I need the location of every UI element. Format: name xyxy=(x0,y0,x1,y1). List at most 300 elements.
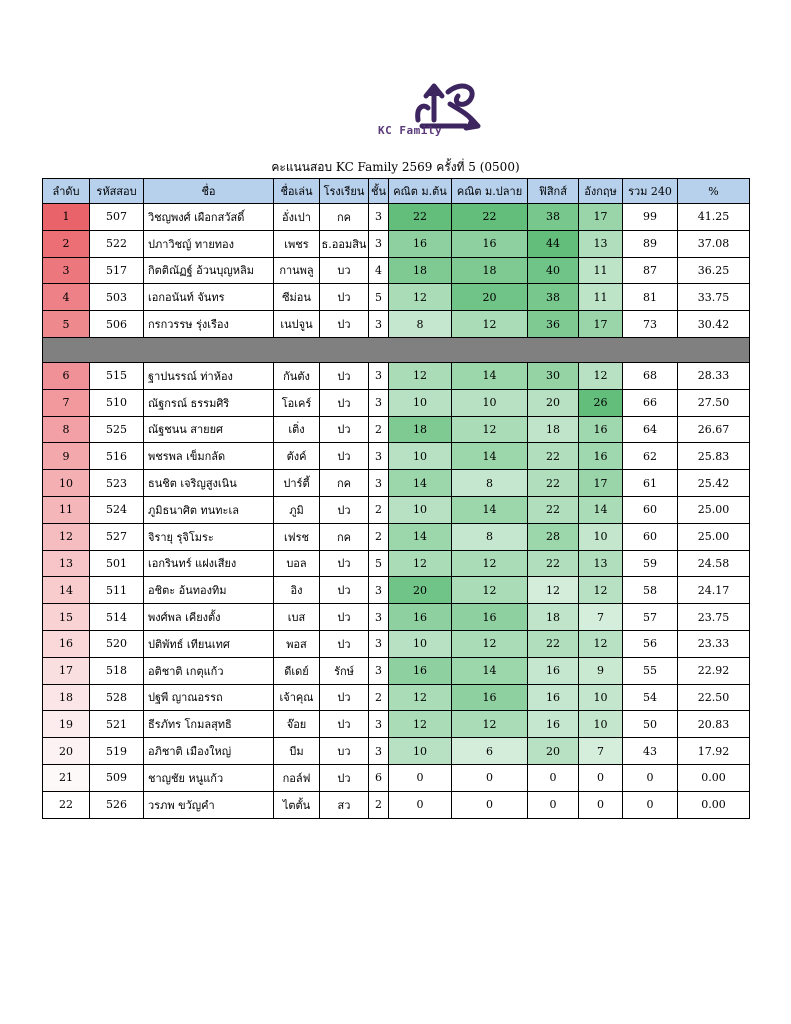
col-id-cell: 503 xyxy=(90,284,144,311)
col-english-cell: 26 xyxy=(579,389,623,416)
col-english-cell: 10 xyxy=(579,711,623,738)
col-english-cell: 7 xyxy=(579,604,623,631)
col-math-upper-cell: 16 xyxy=(452,684,528,711)
col-school-cell: ปว xyxy=(320,550,369,577)
col-nickname-cell: ไตตั้น xyxy=(274,791,320,818)
table-row xyxy=(43,284,750,311)
col-grade-cell: 3 xyxy=(369,230,389,257)
table-row xyxy=(43,311,750,338)
col-name-cell: ณัฐกรณ์ ธรรมศิริ xyxy=(144,389,274,416)
col-math-upper-cell: 14 xyxy=(452,443,528,470)
col-total-cell: 58 xyxy=(623,577,678,604)
col-grade-cell: 4 xyxy=(369,257,389,284)
col-physics-cell: 22 xyxy=(528,443,579,470)
header-col-rank: ลำดับ xyxy=(43,179,90,204)
col-percent-cell: 26.67 xyxy=(678,416,750,443)
header-col-total: รวม 240 xyxy=(623,179,678,204)
col-math-lower-cell: 16 xyxy=(389,230,452,257)
col-total-cell: 59 xyxy=(623,550,678,577)
col-nickname-cell: บอล xyxy=(274,550,320,577)
col-school-cell: กค xyxy=(320,204,369,231)
col-physics-cell: 20 xyxy=(528,389,579,416)
col-total-cell: 0 xyxy=(623,764,678,791)
col-school-cell: กค xyxy=(320,470,369,497)
col-math-lower-cell: 0 xyxy=(389,791,452,818)
col-school-cell: ปว xyxy=(320,362,369,389)
col-grade-cell: 3 xyxy=(369,204,389,231)
col-physics-cell: 36 xyxy=(528,311,579,338)
col-physics-cell: 16 xyxy=(528,711,579,738)
col-physics-cell: 18 xyxy=(528,416,579,443)
col-english-cell: 17 xyxy=(579,311,623,338)
col-nickname-cell: อิง xyxy=(274,577,320,604)
col-nickname-cell: เจ้าคุณ xyxy=(274,684,320,711)
col-percent-cell: 20.83 xyxy=(678,711,750,738)
col-total-cell: 43 xyxy=(623,738,678,765)
col-name-cell: ฐาปนรรณ์ ท่าห้อง xyxy=(144,362,274,389)
col-grade-cell: 3 xyxy=(369,362,389,389)
col-nickname-cell: พอส xyxy=(274,630,320,657)
col-total-cell: 61 xyxy=(623,470,678,497)
col-total-cell: 54 xyxy=(623,684,678,711)
col-math-upper-cell: 10 xyxy=(452,389,528,416)
col-school-cell: ธ.ออมสิน xyxy=(320,230,369,257)
col-rank-cell: 5 xyxy=(43,311,90,338)
col-id-cell: 521 xyxy=(90,711,144,738)
col-english-cell: 7 xyxy=(579,738,623,765)
col-id-cell: 523 xyxy=(90,470,144,497)
col-rank-cell: 3 xyxy=(43,257,90,284)
col-school-cell: บว xyxy=(320,257,369,284)
col-english-cell: 0 xyxy=(579,791,623,818)
col-school-cell: ปว xyxy=(320,443,369,470)
col-name-cell: จิรายุ รุจิโมระ xyxy=(144,523,274,550)
col-percent-cell: 0.00 xyxy=(678,791,750,818)
col-math-lower-cell: 22 xyxy=(389,204,452,231)
col-rank-cell: 19 xyxy=(43,711,90,738)
col-grade-cell: 5 xyxy=(369,284,389,311)
col-english-cell: 17 xyxy=(579,470,623,497)
col-math-upper-cell: 12 xyxy=(452,550,528,577)
col-id-cell: 509 xyxy=(90,764,144,791)
table-row xyxy=(43,577,750,604)
col-name-cell: วิชญพงศ์ เผือกสวัสดิ์ xyxy=(144,204,274,231)
col-math-upper-cell: 16 xyxy=(452,604,528,631)
col-percent-cell: 33.75 xyxy=(678,284,750,311)
col-percent-cell: 24.17 xyxy=(678,577,750,604)
col-math-upper-cell: 14 xyxy=(452,362,528,389)
col-math-lower-cell: 18 xyxy=(389,257,452,284)
col-physics-cell: 12 xyxy=(528,577,579,604)
table-row xyxy=(43,657,750,684)
col-math-upper-cell: 12 xyxy=(452,630,528,657)
col-total-cell: 60 xyxy=(623,523,678,550)
col-math-upper-cell: 14 xyxy=(452,496,528,523)
table-row xyxy=(43,204,750,231)
col-id-cell: 516 xyxy=(90,443,144,470)
col-math-lower-cell: 10 xyxy=(389,389,452,416)
table-row xyxy=(43,791,750,818)
col-math-upper-cell: 16 xyxy=(452,230,528,257)
col-percent-cell: 41.25 xyxy=(678,204,750,231)
header-col-school: โรงเรียน xyxy=(320,179,369,204)
col-id-cell: 515 xyxy=(90,362,144,389)
col-rank-cell: 13 xyxy=(43,550,90,577)
table-row xyxy=(43,630,750,657)
col-percent-cell: 25.00 xyxy=(678,523,750,550)
col-nickname-cell: เพชร xyxy=(274,230,320,257)
col-physics-cell: 38 xyxy=(528,284,579,311)
col-nickname-cell: กานพลู xyxy=(274,257,320,284)
col-nickname-cell: อั่งเปา xyxy=(274,204,320,231)
col-rank-cell: 10 xyxy=(43,470,90,497)
col-nickname-cell: ปาร์ตี้ xyxy=(274,470,320,497)
col-english-cell: 12 xyxy=(579,577,623,604)
col-school-cell: ปว xyxy=(320,764,369,791)
header-col-english: อังกฤษ xyxy=(579,179,623,204)
col-math-lower-cell: 14 xyxy=(389,470,452,497)
table-body xyxy=(43,204,750,819)
table-row xyxy=(43,523,750,550)
header-col-percent: % xyxy=(678,179,750,204)
header-col-math-lower: คณิต ม.ต้น xyxy=(389,179,452,204)
col-math-upper-cell: 12 xyxy=(452,311,528,338)
col-percent-cell: 27.50 xyxy=(678,389,750,416)
col-percent-cell: 37.08 xyxy=(678,230,750,257)
col-school-cell: ปว xyxy=(320,604,369,631)
col-physics-cell: 16 xyxy=(528,684,579,711)
col-english-cell: 16 xyxy=(579,416,623,443)
col-english-cell: 16 xyxy=(579,443,623,470)
col-id-cell: 511 xyxy=(90,577,144,604)
header-col-physics: ฟิสิกส์ xyxy=(528,179,579,204)
col-rank-cell: 17 xyxy=(43,657,90,684)
col-percent-cell: 22.50 xyxy=(678,684,750,711)
col-nickname-cell: กอล์ฟ xyxy=(274,764,320,791)
col-total-cell: 56 xyxy=(623,630,678,657)
col-rank-cell: 18 xyxy=(43,684,90,711)
col-grade-cell: 3 xyxy=(369,604,389,631)
col-math-upper-cell: 22 xyxy=(452,204,528,231)
col-percent-cell: 36.25 xyxy=(678,257,750,284)
col-school-cell: ปว xyxy=(320,389,369,416)
col-name-cell: ภูมิธนาศิต ทนทะเล xyxy=(144,496,274,523)
col-name-cell: เอกรินทร์ แฝงเสียง xyxy=(144,550,274,577)
col-total-cell: 81 xyxy=(623,284,678,311)
col-english-cell: 12 xyxy=(579,630,623,657)
col-grade-cell: 2 xyxy=(369,684,389,711)
col-math-lower-cell: 12 xyxy=(389,550,452,577)
col-english-cell: 11 xyxy=(579,284,623,311)
col-math-lower-cell: 12 xyxy=(389,284,452,311)
col-name-cell: อภิชาติ เมืองใหญ่ xyxy=(144,738,274,765)
table-row xyxy=(43,470,750,497)
col-id-cell: 506 xyxy=(90,311,144,338)
col-nickname-cell: ดีเดย์ xyxy=(274,657,320,684)
score-table xyxy=(42,178,750,819)
col-math-lower-cell: 20 xyxy=(389,577,452,604)
col-english-cell: 9 xyxy=(579,657,623,684)
col-school-cell: บว xyxy=(320,738,369,765)
table-row xyxy=(43,764,750,791)
col-grade-cell: 2 xyxy=(369,791,389,818)
col-physics-cell: 38 xyxy=(528,204,579,231)
col-percent-cell: 28.33 xyxy=(678,362,750,389)
logo-text: KC Family xyxy=(378,124,443,137)
col-total-cell: 60 xyxy=(623,496,678,523)
col-school-cell: ปว xyxy=(320,284,369,311)
col-id-cell: 518 xyxy=(90,657,144,684)
col-rank-cell: 2 xyxy=(43,230,90,257)
col-name-cell: เอกอนันท์ จันทร xyxy=(144,284,274,311)
col-percent-cell: 23.75 xyxy=(678,604,750,631)
col-school-cell: ปว xyxy=(320,684,369,711)
col-grade-cell: 6 xyxy=(369,764,389,791)
col-math-lower-cell: 16 xyxy=(389,604,452,631)
table-header xyxy=(43,179,750,204)
col-percent-cell: 25.00 xyxy=(678,496,750,523)
col-grade-cell: 3 xyxy=(369,738,389,765)
col-english-cell: 17 xyxy=(579,204,623,231)
col-total-cell: 62 xyxy=(623,443,678,470)
col-total-cell: 64 xyxy=(623,416,678,443)
col-id-cell: 520 xyxy=(90,630,144,657)
table-row xyxy=(43,684,750,711)
col-english-cell: 10 xyxy=(579,523,623,550)
col-english-cell: 12 xyxy=(579,362,623,389)
col-id-cell: 525 xyxy=(90,416,144,443)
col-math-upper-cell: 18 xyxy=(452,257,528,284)
col-total-cell: 89 xyxy=(623,230,678,257)
table-row xyxy=(43,443,750,470)
kc-family-logo xyxy=(366,74,494,144)
col-math-upper-cell: 0 xyxy=(452,764,528,791)
col-math-lower-cell: 8 xyxy=(389,311,452,338)
col-rank-cell: 9 xyxy=(43,443,90,470)
col-grade-cell: 3 xyxy=(369,630,389,657)
col-name-cell: ปฐพี ญาณอรรถ xyxy=(144,684,274,711)
col-name-cell: ธนชิต เจริญสูงเนิน xyxy=(144,470,274,497)
col-id-cell: 528 xyxy=(90,684,144,711)
col-id-cell: 524 xyxy=(90,496,144,523)
col-school-cell: ปว xyxy=(320,416,369,443)
col-rank-cell: 14 xyxy=(43,577,90,604)
col-rank-cell: 12 xyxy=(43,523,90,550)
col-rank-cell: 11 xyxy=(43,496,90,523)
col-physics-cell: 22 xyxy=(528,496,579,523)
col-physics-cell: 16 xyxy=(528,657,579,684)
col-name-cell: ณัฐชนน สายยศ xyxy=(144,416,274,443)
col-math-upper-cell: 6 xyxy=(452,738,528,765)
col-name-cell: วรภพ ขวัญคำ xyxy=(144,791,274,818)
col-nickname-cell: กันตัง xyxy=(274,362,320,389)
col-rank-cell: 21 xyxy=(43,764,90,791)
separator-row xyxy=(43,337,750,362)
header-col-math-upper: คณิต ม.ปลาย xyxy=(452,179,528,204)
col-total-cell: 99 xyxy=(623,204,678,231)
col-english-cell: 13 xyxy=(579,550,623,577)
col-grade-cell: 3 xyxy=(369,470,389,497)
col-school-cell: ปว xyxy=(320,577,369,604)
col-english-cell: 0 xyxy=(579,764,623,791)
col-math-upper-cell: 14 xyxy=(452,657,528,684)
col-id-cell: 510 xyxy=(90,389,144,416)
col-physics-cell: 22 xyxy=(528,470,579,497)
col-nickname-cell: เฟรช xyxy=(274,523,320,550)
col-school-cell: กค xyxy=(320,523,369,550)
col-physics-cell: 20 xyxy=(528,738,579,765)
col-rank-cell: 20 xyxy=(43,738,90,765)
col-math-upper-cell: 12 xyxy=(452,416,528,443)
col-math-lower-cell: 18 xyxy=(389,416,452,443)
col-math-upper-cell: 8 xyxy=(452,470,528,497)
col-school-cell: สว xyxy=(320,791,369,818)
col-grade-cell: 3 xyxy=(369,577,389,604)
header-col-name: ชื่อ xyxy=(144,179,274,204)
col-rank-cell: 1 xyxy=(43,204,90,231)
col-math-lower-cell: 10 xyxy=(389,496,452,523)
col-nickname-cell: จ๊อย xyxy=(274,711,320,738)
col-id-cell: 514 xyxy=(90,604,144,631)
col-grade-cell: 2 xyxy=(369,496,389,523)
col-name-cell: อชิตะ อ้นทองทิม xyxy=(144,577,274,604)
col-name-cell: พชรพล เข็มกลัด xyxy=(144,443,274,470)
col-grade-cell: 3 xyxy=(369,711,389,738)
col-math-upper-cell: 12 xyxy=(452,577,528,604)
col-rank-cell: 4 xyxy=(43,284,90,311)
col-math-lower-cell: 12 xyxy=(389,684,452,711)
col-math-lower-cell: 10 xyxy=(389,738,452,765)
col-nickname-cell: ซีม่อน xyxy=(274,284,320,311)
col-percent-cell: 17.92 xyxy=(678,738,750,765)
col-total-cell: 87 xyxy=(623,257,678,284)
col-id-cell: 517 xyxy=(90,257,144,284)
col-physics-cell: 30 xyxy=(528,362,579,389)
table-row xyxy=(43,550,750,577)
col-rank-cell: 7 xyxy=(43,389,90,416)
col-percent-cell: 30.42 xyxy=(678,311,750,338)
col-id-cell: 522 xyxy=(90,230,144,257)
col-math-upper-cell: 0 xyxy=(452,791,528,818)
col-rank-cell: 22 xyxy=(43,791,90,818)
col-name-cell: ธีรภัทร โกมลสุทธิ xyxy=(144,711,274,738)
table-row xyxy=(43,738,750,765)
col-id-cell: 527 xyxy=(90,523,144,550)
col-nickname-cell: เบส xyxy=(274,604,320,631)
table-row xyxy=(43,711,750,738)
table-row xyxy=(43,604,750,631)
col-physics-cell: 22 xyxy=(528,630,579,657)
col-total-cell: 0 xyxy=(623,791,678,818)
col-grade-cell: 3 xyxy=(369,311,389,338)
col-physics-cell: 40 xyxy=(528,257,579,284)
col-total-cell: 57 xyxy=(623,604,678,631)
header-col-grade: ชั้น xyxy=(369,179,389,204)
col-grade-cell: 3 xyxy=(369,443,389,470)
separator-cell xyxy=(43,337,750,362)
col-english-cell: 14 xyxy=(579,496,623,523)
table-row xyxy=(43,416,750,443)
col-grade-cell: 2 xyxy=(369,523,389,550)
col-nickname-cell: บีม xyxy=(274,738,320,765)
col-english-cell: 11 xyxy=(579,257,623,284)
col-math-upper-cell: 12 xyxy=(452,711,528,738)
col-percent-cell: 0.00 xyxy=(678,764,750,791)
col-name-cell: ชาญชัย หนูแก้ว xyxy=(144,764,274,791)
col-name-cell: อติชาติ เกตุแก้ว xyxy=(144,657,274,684)
col-total-cell: 55 xyxy=(623,657,678,684)
col-total-cell: 73 xyxy=(623,311,678,338)
col-nickname-cell: เนปจูน xyxy=(274,311,320,338)
table-row xyxy=(43,257,750,284)
col-school-cell: รักษ์ xyxy=(320,657,369,684)
col-total-cell: 50 xyxy=(623,711,678,738)
col-physics-cell: 0 xyxy=(528,791,579,818)
col-math-lower-cell: 10 xyxy=(389,630,452,657)
col-percent-cell: 25.42 xyxy=(678,470,750,497)
header-col-id: รหัสสอบ xyxy=(90,179,144,204)
col-english-cell: 10 xyxy=(579,684,623,711)
col-math-upper-cell: 8 xyxy=(452,523,528,550)
col-school-cell: ปว xyxy=(320,711,369,738)
col-rank-cell: 8 xyxy=(43,416,90,443)
col-name-cell: พงศ์พล เคียงตั้ง xyxy=(144,604,274,631)
col-id-cell: 501 xyxy=(90,550,144,577)
col-percent-cell: 25.83 xyxy=(678,443,750,470)
col-name-cell: ปติพัทธ์ เทียนเทศ xyxy=(144,630,274,657)
col-grade-cell: 3 xyxy=(369,389,389,416)
col-math-upper-cell: 20 xyxy=(452,284,528,311)
col-rank-cell: 16 xyxy=(43,630,90,657)
col-percent-cell: 23.33 xyxy=(678,630,750,657)
header-col-nickname: ชื่อเล่น xyxy=(274,179,320,204)
col-name-cell: กิตติณัฏฐ์ อ้วนบุญหลิม xyxy=(144,257,274,284)
col-nickname-cell: เติ่ง xyxy=(274,416,320,443)
col-school-cell: ปว xyxy=(320,496,369,523)
col-name-cell: ปภาวิชญ์ ทายทอง xyxy=(144,230,274,257)
col-percent-cell: 22.92 xyxy=(678,657,750,684)
col-school-cell: ปว xyxy=(320,630,369,657)
col-physics-cell: 18 xyxy=(528,604,579,631)
col-id-cell: 507 xyxy=(90,204,144,231)
col-school-cell: ปว xyxy=(320,311,369,338)
col-math-lower-cell: 16 xyxy=(389,657,452,684)
col-math-lower-cell: 14 xyxy=(389,523,452,550)
col-rank-cell: 6 xyxy=(43,362,90,389)
col-math-lower-cell: 12 xyxy=(389,362,452,389)
col-english-cell: 13 xyxy=(579,230,623,257)
col-total-cell: 66 xyxy=(623,389,678,416)
col-physics-cell: 44 xyxy=(528,230,579,257)
table-row xyxy=(43,496,750,523)
table-row xyxy=(43,230,750,257)
col-grade-cell: 5 xyxy=(369,550,389,577)
col-grade-cell: 2 xyxy=(369,416,389,443)
col-math-lower-cell: 0 xyxy=(389,764,452,791)
col-grade-cell: 3 xyxy=(369,657,389,684)
col-total-cell: 68 xyxy=(623,362,678,389)
table-row xyxy=(43,389,750,416)
col-nickname-cell: ตังค์ xyxy=(274,443,320,470)
col-rank-cell: 15 xyxy=(43,604,90,631)
col-physics-cell: 0 xyxy=(528,764,579,791)
col-physics-cell: 22 xyxy=(528,550,579,577)
col-math-lower-cell: 10 xyxy=(389,443,452,470)
col-physics-cell: 28 xyxy=(528,523,579,550)
col-nickname-cell: ภูมิ xyxy=(274,496,320,523)
col-id-cell: 519 xyxy=(90,738,144,765)
table-row xyxy=(43,362,750,389)
